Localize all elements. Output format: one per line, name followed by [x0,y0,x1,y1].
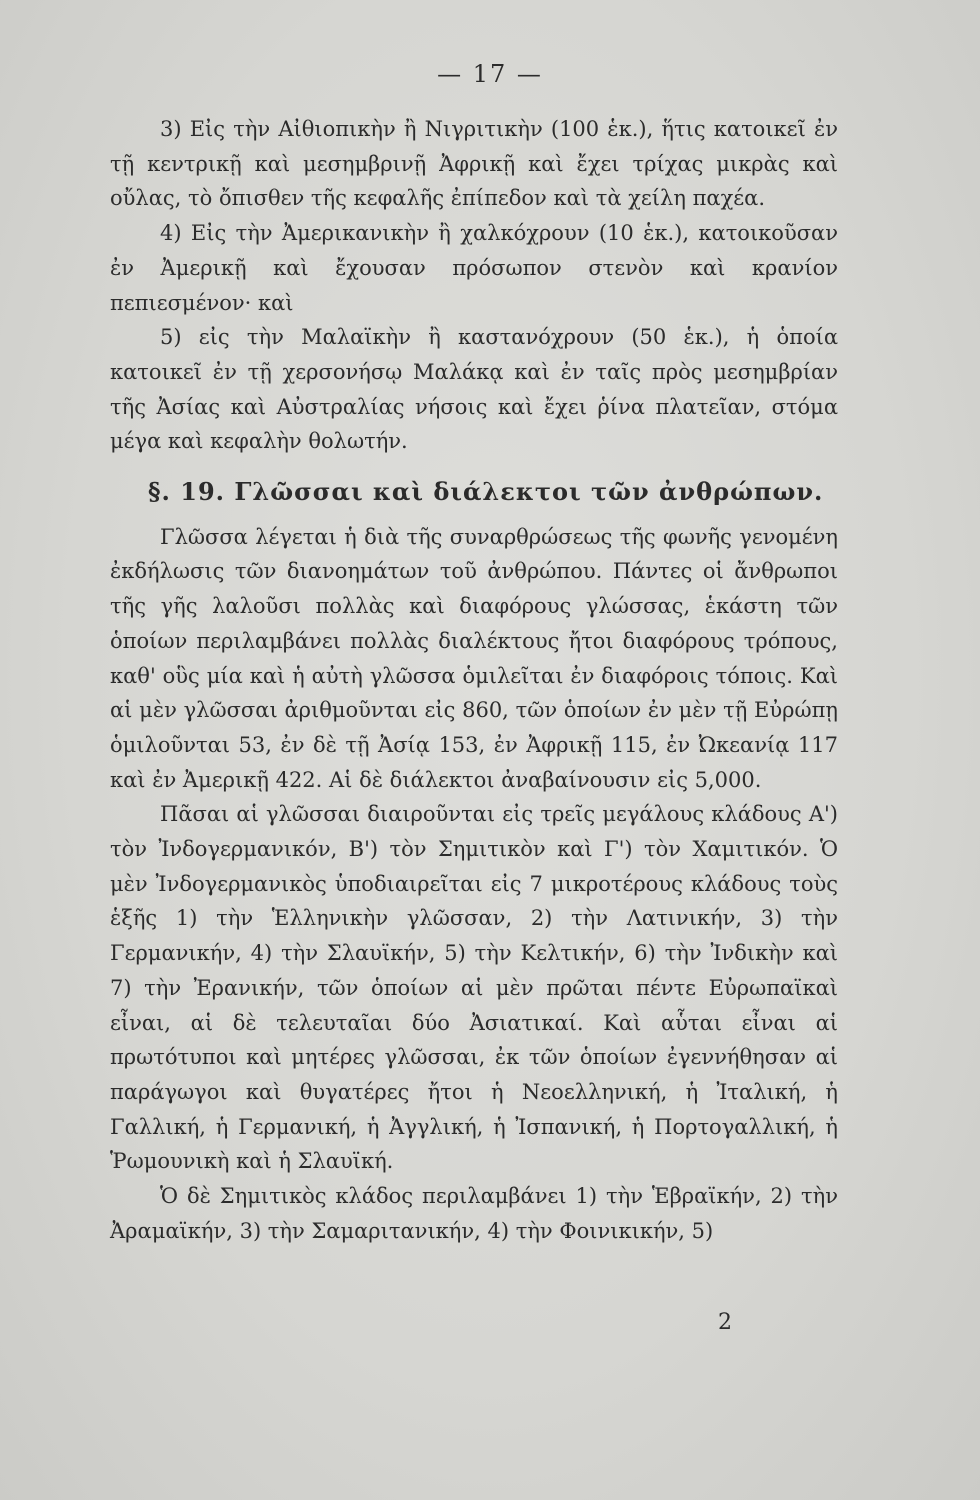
page-body [110,112,838,1249]
paragraph-semitic: Ὁ δὲ Σημιτικὸς κλάδος περιλαμβάνει 1) τὴν Ἑβραϊκήν, 2) τὴν Ἀραμαϊκήν, 3) τὴν Σαμαριτανικήν, 4) τὴν Φοινικικήν, 5) [110,1184,838,1243]
signature-mark: 2 [718,1310,732,1335]
paragraph-branches: Πᾶσαι αἱ γλῶσσαι διαιροῦνται εἰς τρεῖς μεγάλους κλάδους Α') τὸν Ἰνδογερμανικόν, Β') τὸν Σημιτικὸν καὶ Γ') τὸν Χαμιτικόν. Ὁ μὲν Ἰνδογερμανικὸς ὑποδιαιρεῖται εἰς 7 μικροτέρους κλάδους τοὺς ἑξῆς 1) τὴν Ἑλληνικὴν γλῶσσαν, 2) τὴν Λατινικήν, 3) τὴν Γερμανικήν, 4) τὴν Σλαυϊκήν, 5) τὴν Κελτικήν, 6) τὴν Ἰνδικὴν καὶ 7) τὴν Ἐρανικήν, τῶν ὁποίων αἱ μὲν πρῶται πέντε Εὐρωπαϊκαὶ εἶναι, αἱ δὲ τελευταῖαι δύο Ἀσιατικαί. Καὶ αὗται εἶναι αἱ πρωτότυποι καὶ μητέρες γλῶσσαι, ἐκ τῶν ὁποίων ἐγεννήθησαν αἱ παράγωγοι καὶ θυγατέρες ἤτοι ἡ Νεοελληνική, ἡ Ἰταλική, ἡ Γαλλική, ἡ Γερμανική, ἡ Ἀγγλική, ἡ Ἰσπανική, ἡ Πορτογαλλική, ἡ Ῥωμουνικὴ καὶ ἡ Σλαυϊκή. [110,802,838,1174]
paragraph-ethiopian: 3) Εἰς τὴν Αἰθιοπικὴν ἢ Νιγριτικὴν (100 ἑκ.), ἥτις κατοικεῖ ἐν τῇ κεντρικῇ καὶ μεσημβρινῇ Ἀφρικῇ καὶ ἔχει τρίχας μικρὰς καὶ οὔλας, τὸ ὄπισθεν τῆς κεφαλῆς ἐπίπεδον καὶ τὰ χείλη παχέα. [110,117,838,211]
section-heading: §. 19. Γλῶσσαι καὶ διάλεκτοι τῶν ἀνθρώπων. [148,477,824,507]
paragraph-american: 4) Εἰς τὴν Ἀμερικανικὴν ἢ χαλκόχρουν (10 ἑκ.), κατοικοῦσαν ἐν Ἀμερικῇ καὶ ἔχουσαν πρόσωπον στενὸν καὶ κρανίον πεπιεσμένον· καὶ [110,221,838,315]
paragraph-languages: Γλῶσσα λέγεται ἡ διὰ τῆς συναρθρώσεως τῆς φωνῆς γενομένη ἐκδήλωσις τῶν διανοημάτων τοῦ ἀνθρώπου. Πάντες οἱ ἄνθρωποι τῆς γῆς λαλοῦσι πολλὰς καὶ διαφόρους γλώσσας, ἑκάστη τῶν ὁποίων περιλαμβάνει πολλὰς διαλέκτους ἤτοι διαφόρους τρόπους, καθ' οὓς μία καὶ ἡ αὐτὴ γλῶσσα ὁμιλεῖται ἐν διαφόροις τόποις. Καὶ αἱ μὲν γλῶσσαι ἀριθμοῦνται εἰς 860, τῶν ὁποίων ἐν μὲν τῇ Εὐρώπῃ ὁμιλοῦνται 53, ἐν δὲ τῇ Ἀσίᾳ 153, ἐν Ἀφρικῇ 115, ἐν Ὠκεανίᾳ 117 καὶ ἐν Ἀμερικῇ 422. Αἱ δὲ διάλεκτοι ἀναβαίνουσιν εἰς 5,000. [110,524,838,792]
page-number: — 17 — [437,60,543,88]
paragraph-malay: 5) εἰς τὴν Μαλαϊκὴν ἢ καστανόχρουν (50 ἑκ.), ἡ ὁποία κατοικεῖ ἐν τῇ χερσονήσῳ Μαλάκᾳ καὶ ἐν ταῖς πρὸς μεσημβρίαν τῆς Ἀσίας καὶ Αὐστραλίας νήσοις καὶ ἔχει ῥίνα πλατεῖαν, στόμα μέγα καὶ κεφαλὴν θολωτήν. [110,325,838,454]
